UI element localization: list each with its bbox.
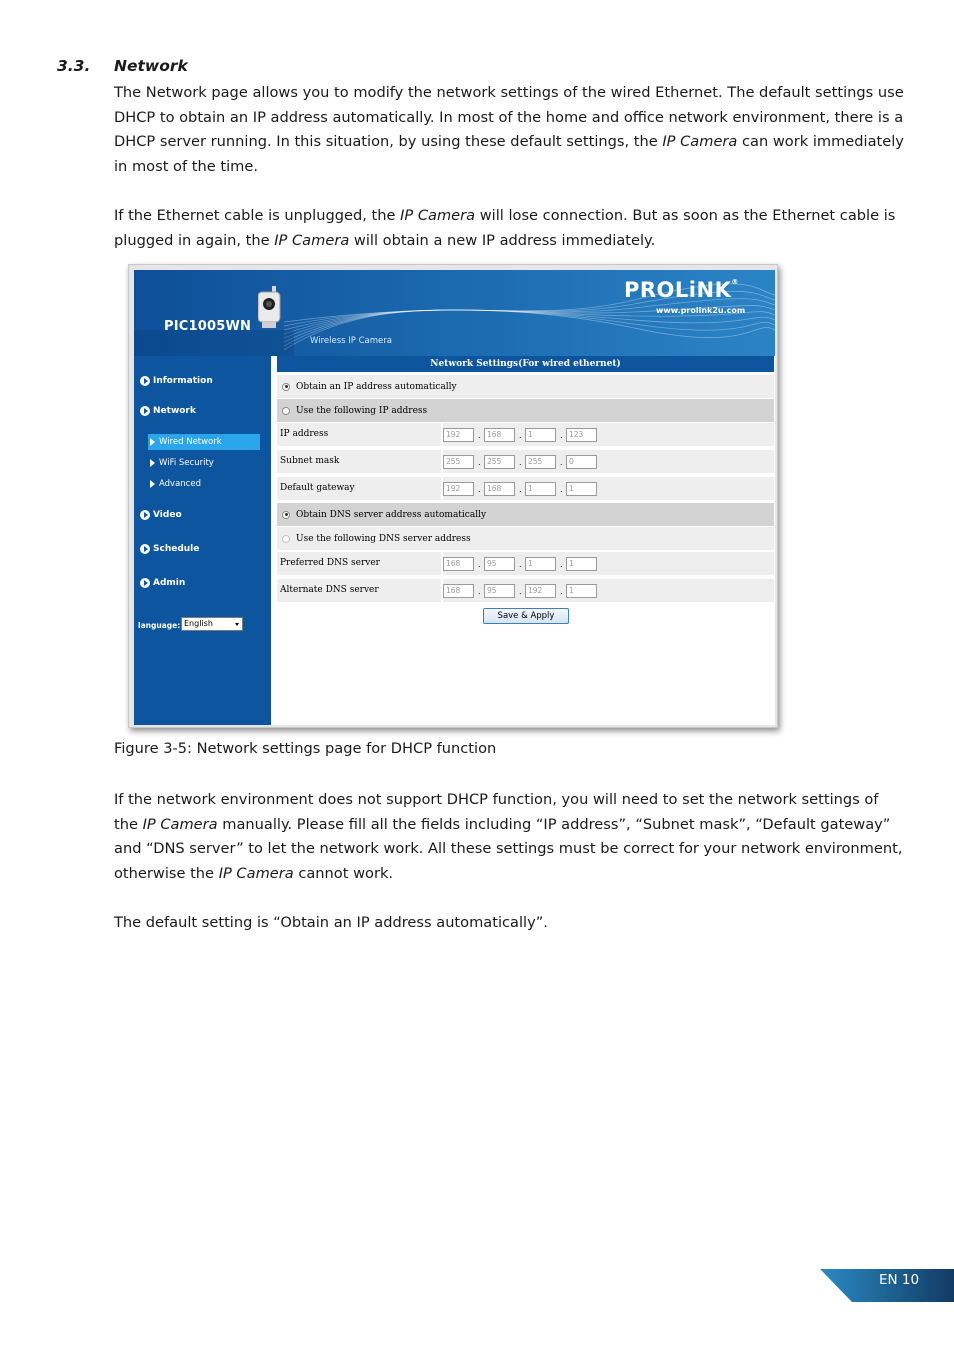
nav-sub-wifi-security[interactable]: WiFi Security [148, 455, 260, 471]
ip-octet-input[interactable]: 192 [443, 482, 474, 496]
product-tagline: Wireless IP Camera [310, 336, 392, 346]
triangle-right-icon [150, 480, 155, 488]
ip-octet-group: 168 . 95 . 1 . 1 [443, 552, 774, 575]
ip-octet-input[interactable]: 168 [484, 428, 515, 442]
ip-octet-input[interactable]: 168 [484, 482, 515, 496]
figure-caption: Figure 3-5: Network settings page for DHCP function [114, 740, 497, 757]
camera-web-ui [134, 270, 775, 725]
language-label: language: [138, 621, 181, 630]
ip-octet-input[interactable]: 95 [484, 584, 515, 598]
sidebar [134, 356, 271, 725]
radio-unselected-icon [282, 535, 290, 543]
ip-octet-group: 168 . 95 . 192 . 1 [443, 579, 774, 602]
ip-octet-input[interactable]: 255 [525, 455, 556, 469]
radio-obtain-dns-auto[interactable]: Obtain DNS server address automatically [277, 503, 774, 526]
save-apply-button[interactable]: Save & Apply [483, 608, 569, 624]
language-select[interactable]: English [181, 617, 243, 631]
chevron-down-icon [235, 623, 239, 626]
panel-title: Network Settings(For wired ethernet) [277, 356, 774, 372]
radio-use-static-dns[interactable]: Use the following DNS server address [277, 527, 774, 550]
ip-octet-input[interactable]: 123 [566, 428, 597, 442]
section-title: Network [114, 57, 188, 75]
ip-octet-input[interactable]: 168 [443, 557, 474, 571]
paragraph-cable: If the Ethernet cable is unplugged, the IP Camera will lose connection. But as soon as the Ethernet cable is plugged in again, the IP Camera will obtain a new IP address immediately. [114, 207, 896, 249]
radio-unselected-icon [282, 407, 290, 415]
ip-octet-input[interactable]: 1 [566, 557, 597, 571]
play-circle-icon [140, 544, 150, 554]
radio-obtain-ip-auto[interactable]: Obtain an IP address automatically [277, 375, 774, 398]
play-circle-icon [140, 406, 150, 416]
page-number: EN 10 [879, 1272, 920, 1288]
paragraph-default-setting: The default setting is “Obtain an IP address automatically”. [114, 914, 548, 931]
radio-selected-icon [282, 383, 290, 391]
nav-video[interactable]: Video [140, 510, 182, 520]
nav-admin[interactable]: Admin [140, 578, 185, 588]
field-row-preferred-dns [277, 552, 774, 575]
ip-octet-group: 255 . 255 . 255 . 0 [443, 450, 774, 473]
triangle-right-icon [150, 438, 155, 446]
nav-network[interactable]: Network [140, 406, 196, 416]
play-circle-icon [140, 510, 150, 520]
field-label: Subnet mask [277, 450, 441, 473]
ip-octet-group: 192 . 168 . 1 . 123 [443, 423, 774, 446]
field-label: Alternate DNS server [277, 579, 441, 602]
ip-octet-input[interactable]: 192 [443, 428, 474, 442]
ip-octet-input[interactable]: 1 [525, 482, 556, 496]
header-banner [134, 270, 775, 356]
nav-information[interactable]: Information [140, 376, 213, 386]
radio-selected-icon [282, 511, 290, 519]
ip-octet-input[interactable]: 1 [525, 557, 556, 571]
nav-schedule[interactable]: Schedule [140, 544, 199, 554]
ip-octet-input[interactable]: 1 [525, 428, 556, 442]
ip-octet-input[interactable]: 255 [443, 455, 474, 469]
ip-octet-input[interactable]: 95 [484, 557, 515, 571]
brand-url: www.prolink2u.com [656, 306, 746, 315]
ip-octet-input[interactable]: 1 [566, 482, 597, 496]
ip-octet-input[interactable]: 255 [484, 455, 515, 469]
radio-use-static-ip[interactable]: Use the following IP address [277, 399, 774, 422]
paragraph-manual-settings: If the network environment does not support DHCP function, you will need to set the network settings of the IP Camera manually. Please fill all the fields including “IP address”, “Subnet mask”, “Default gateway” and “DNS server” to let the network work. All these settings must be correct for your network environment, otherwise the IP Camera cannot work. [114, 791, 903, 882]
field-label: Preferred DNS server [277, 552, 441, 575]
model-name: PIC1005WN [164, 319, 252, 334]
ip-octet-group: 192 . 168 . 1 . 1 [443, 477, 774, 500]
ip-octet-input[interactable]: 0 [566, 455, 597, 469]
field-row-subnet-mask [277, 450, 774, 473]
triangle-right-icon [150, 459, 155, 467]
camera-icon [258, 284, 304, 332]
brand-logo: PROLiNK® [624, 278, 739, 302]
field-row-default-gateway [277, 477, 774, 500]
paragraph-intro: The Network page allows you to modify the network settings of the wired Ethernet. The default settings use DHCP to obtain an IP address automatically. In most of the home and office network environment, there is a DHCP server running. In this situation, by using these default settings, the IP Camera can work immediately in most of the time. [114, 84, 904, 175]
field-row-ip-address [277, 423, 774, 446]
nav-sub-advanced[interactable]: Advanced [148, 476, 260, 492]
ip-octet-input[interactable]: 1 [566, 584, 597, 598]
play-circle-icon [140, 376, 150, 386]
field-label: Default gateway [277, 477, 441, 500]
field-row-alternate-dns [277, 579, 774, 602]
field-label: IP address [277, 423, 441, 446]
nav-sub-wired-network[interactable]: Wired Network [148, 434, 260, 450]
ip-octet-input[interactable]: 168 [443, 584, 474, 598]
section-number: 3.3. [57, 57, 91, 75]
figure-screenshot [128, 264, 778, 728]
ip-octet-input[interactable]: 192 [525, 584, 556, 598]
play-circle-icon [140, 578, 150, 588]
